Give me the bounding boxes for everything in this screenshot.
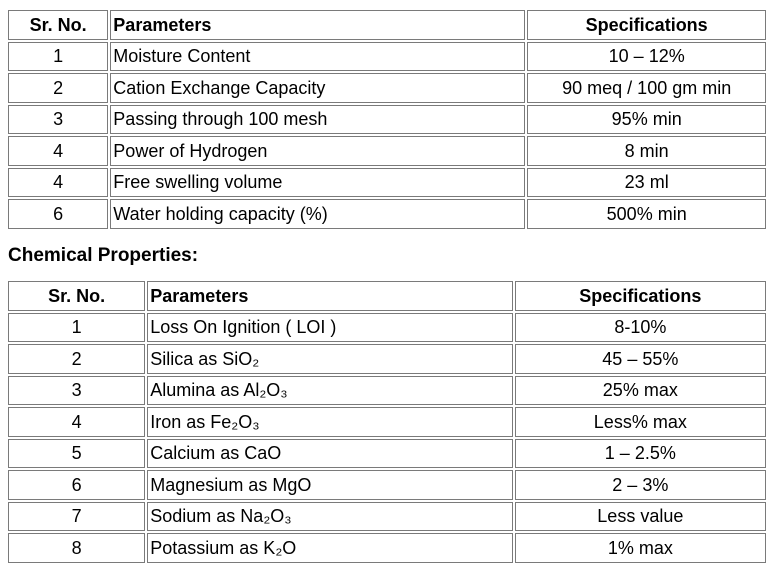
- cell-parameter: Passing through 100 mesh: [110, 105, 525, 135]
- cell-sr-no: 2: [8, 73, 108, 103]
- cell-specification: 1 – 2.5%: [515, 439, 766, 469]
- cell-sr-no: 3: [8, 105, 108, 135]
- cell-parameter: Calcium as CaO: [147, 439, 512, 469]
- cell-sr-no: 1: [8, 42, 108, 72]
- cell-parameter: Magnesium as MgO: [147, 470, 512, 500]
- table-row: [8, 136, 766, 166]
- table-header-row: [8, 10, 766, 40]
- table-row: [8, 376, 766, 406]
- cell-sr-no: 6: [8, 199, 108, 229]
- table-row: [8, 407, 766, 437]
- cell-parameter: Loss On Ignition ( LOI ): [147, 313, 512, 343]
- cell-specification: 1% max: [515, 533, 766, 563]
- cell-parameter: Cation Exchange Capacity: [110, 73, 525, 103]
- chemical-properties-heading: Chemical Properties:: [8, 245, 199, 266]
- cell-sr-no: 7: [8, 502, 145, 532]
- cell-sr-no: 1: [8, 313, 145, 343]
- cell-sr-no: 4: [8, 407, 145, 437]
- table-row: [8, 168, 766, 198]
- cell-parameter: Alumina as Al₂O₃: [147, 376, 512, 406]
- cell-specification: 10 – 12%: [527, 42, 766, 72]
- table-row: [8, 199, 766, 229]
- cell-parameter: Potassium as K₂O: [147, 533, 512, 563]
- cell-specification: 95% min: [527, 105, 766, 135]
- cell-specification: 45 – 55%: [515, 344, 766, 374]
- cell-sr-no: 4: [8, 168, 108, 198]
- header-specifications: Specifications: [527, 10, 766, 40]
- table-row: [8, 533, 766, 563]
- cell-parameter: Power of Hydrogen: [110, 136, 525, 166]
- table-row: [8, 105, 766, 135]
- cell-parameter: Water holding capacity (%): [110, 199, 525, 229]
- cell-sr-no: 5: [8, 439, 145, 469]
- header-parameters: Parameters: [147, 281, 512, 311]
- cell-specification: 500% min: [527, 199, 766, 229]
- table-header-row: [8, 281, 766, 311]
- cell-specification: 90 meq / 100 gm min: [527, 73, 766, 103]
- cell-sr-no: 4: [8, 136, 108, 166]
- cell-specification: 2 – 3%: [515, 470, 766, 500]
- table-row: [8, 42, 766, 72]
- cell-parameter: Free swelling volume: [110, 168, 525, 198]
- cell-parameter: Moisture Content: [110, 42, 525, 72]
- table-row: [8, 439, 766, 469]
- cell-specification: 8 min: [527, 136, 766, 166]
- table-row: [8, 470, 766, 500]
- physical-properties-table: [6, 8, 768, 231]
- table-row: [8, 313, 766, 343]
- header-sr-no: Sr. No.: [8, 281, 145, 311]
- cell-specification: Less% max: [515, 407, 766, 437]
- header-specifications: Specifications: [515, 281, 766, 311]
- header-parameters: Parameters: [110, 10, 525, 40]
- cell-specification: 25% max: [515, 376, 766, 406]
- cell-sr-no: 2: [8, 344, 145, 374]
- table-row: [8, 344, 766, 374]
- cell-parameter: Silica as SiO₂: [147, 344, 512, 374]
- cell-specification: Less value: [515, 502, 766, 532]
- cell-parameter: Sodium as Na₂O₃: [147, 502, 512, 532]
- cell-sr-no: 3: [8, 376, 145, 406]
- cell-sr-no: 6: [8, 470, 145, 500]
- table-row: [8, 502, 766, 532]
- chemical-properties-table: [6, 279, 768, 565]
- cell-specification: 23 ml: [527, 168, 766, 198]
- cell-specification: 8-10%: [515, 313, 766, 343]
- cell-sr-no: 8: [8, 533, 145, 563]
- cell-parameter: Iron as Fe₂O₃: [147, 407, 512, 437]
- header-sr-no: Sr. No.: [8, 10, 108, 40]
- table-row: [8, 73, 766, 103]
